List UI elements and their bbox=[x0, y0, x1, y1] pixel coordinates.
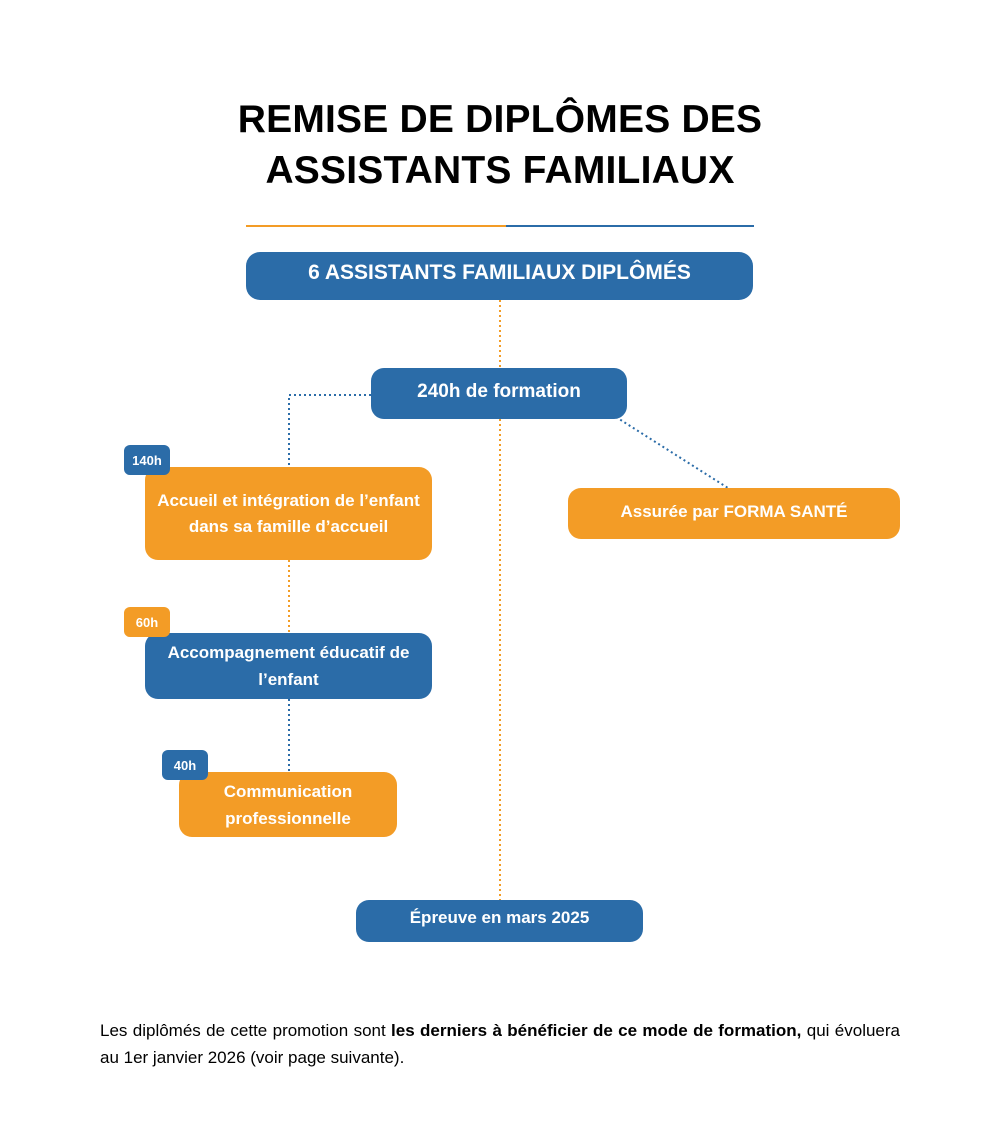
provider-box: Assurée par FORMA SANTÉ bbox=[568, 488, 900, 539]
footer-note-text-2: qui évoluera au 1er janvier 2026 (voir page suivante). bbox=[100, 1021, 900, 1067]
module-box-3: Communication professionnelle bbox=[179, 772, 397, 837]
footer-note-text-1: Les diplômés de cette promotion sont bbox=[100, 1021, 392, 1040]
footer-note-bold: les derniers à bénéficier de ce mode de formation, bbox=[391, 1021, 802, 1040]
page-title-line-2: ASSISTANTS FAMILIAUX bbox=[265, 149, 735, 192]
total-hours-box: 240h de formation bbox=[371, 368, 627, 419]
module-hours-badge-2: 60h bbox=[124, 607, 170, 637]
graduates-count-box: 6 ASSISTANTS FAMILIAUX DIPLÔMÉS bbox=[246, 252, 753, 300]
connector-hours-to-provider bbox=[616, 417, 728, 488]
module-box-1: Accueil et intégration de l’enfant dans sa famille d’accueil bbox=[145, 467, 432, 560]
page-title-line-1: REMISE DE DIPLÔMES DES bbox=[237, 98, 763, 141]
module-hours-badge-3: 40h bbox=[162, 750, 208, 780]
footer-note bbox=[100, 1017, 900, 1071]
exam-date-box: Épreuve en mars 2025 bbox=[356, 900, 643, 942]
module-box-2: Accompagnement éducatif de l’enfant bbox=[145, 633, 432, 699]
module-hours-badge-1: 140h bbox=[124, 445, 170, 475]
connector-hours-to-module1 bbox=[289, 395, 371, 467]
